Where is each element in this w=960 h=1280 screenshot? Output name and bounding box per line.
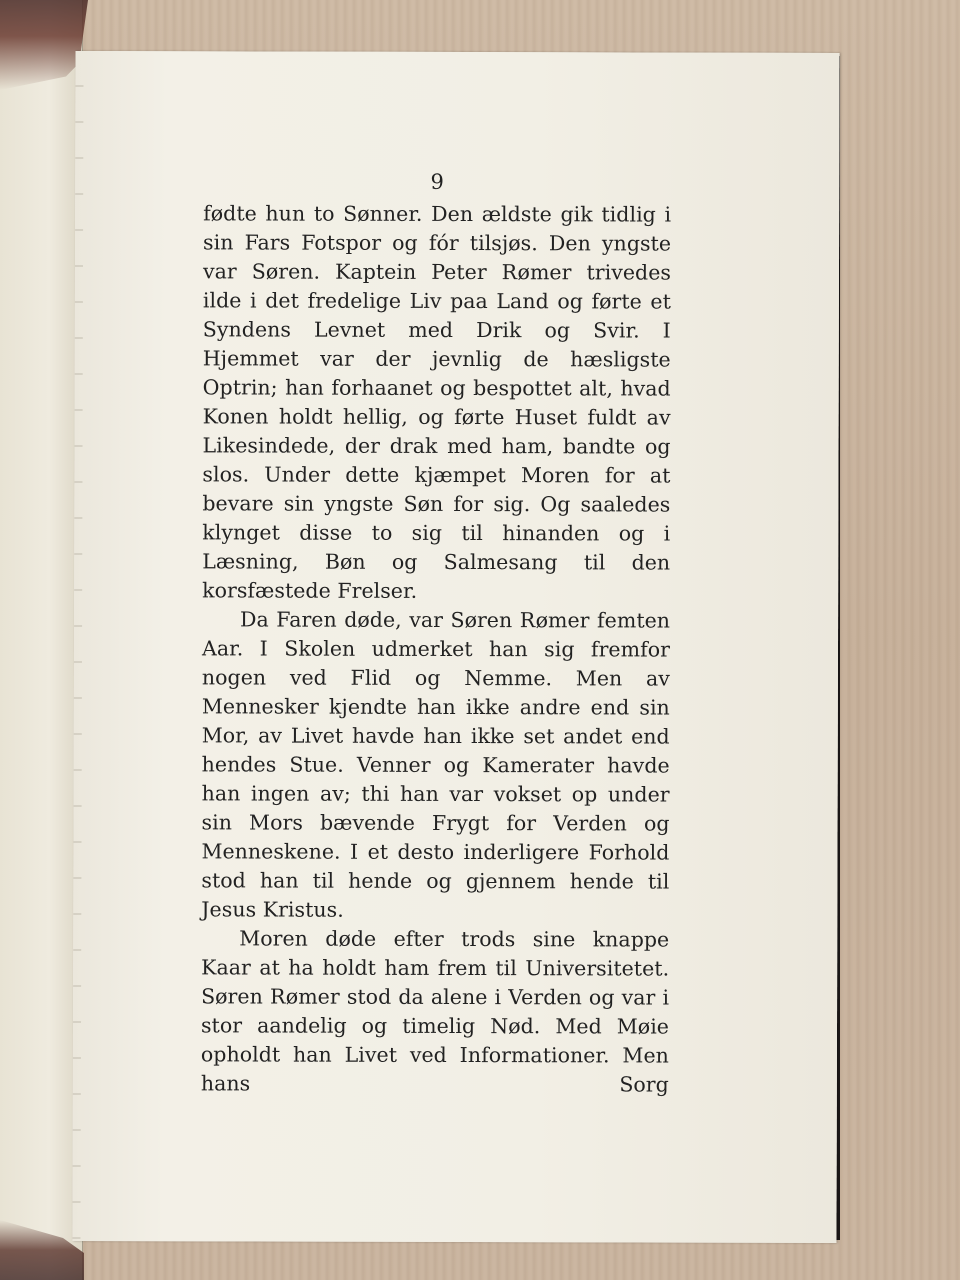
body-text [201, 199, 671, 1099]
paragraph-2: Da Faren døde, var Søren Rømer femten Aar. I Skolen udmerket han sig fremfor nogen ved Flid og Nemme. Men av Mennesker kjendte han ikke andre end sin Mor, av Livet havde han ikke set andet end hendes Stue. Venner og Kamerater havde han ingen av; thi han var vokset op under sin Mors bævende Frygt for Verden og Menneskene. I et desto inderligere Forhold stod han til hende og gjennem hende til Jesus Kristus. [201, 607, 671, 922]
page-number: 9 [430, 169, 444, 194]
paragraph-1: fødte hun to Sønner. Den ældste gik tidlig i sin Fars Fotspor og fór tilsjøs. Den yngste var Søren. Kaptein Peter Rømer trivedes ilde i det fredelige Liv paa Land og førte et Syndens Levnet med Drik og Svir. I Hjemmet var der jevnlig de hæsligste Optrin; han forhaanet og bespottet alt, hvad Konen holdt hellig, og førte Huset fuldt av Likesindede, der drak med ham, bandte og slos. Under dette kjæmpet Moren for at bevare sin yngste Søn for sig. Og saaledes klynget disse to sig til hinanden og i Læsning, Bøn og Salmesang til den korsfæstede Frelser. [202, 201, 672, 603]
book-page [72, 51, 839, 1243]
left-page-edge [0, 0, 83, 1280]
paragraph-3: Moren døde efter trods sine knappe Kaar at ha holdt ham frem til Universitetet. Søren Rømer stod da alene i Verden og var i stor aandelig og timelig Nød. Med Møie opholdt han Livet ved Informationer. Men hans Sorg [200, 926, 670, 1097]
binding-stitch-marks [72, 51, 83, 1241]
